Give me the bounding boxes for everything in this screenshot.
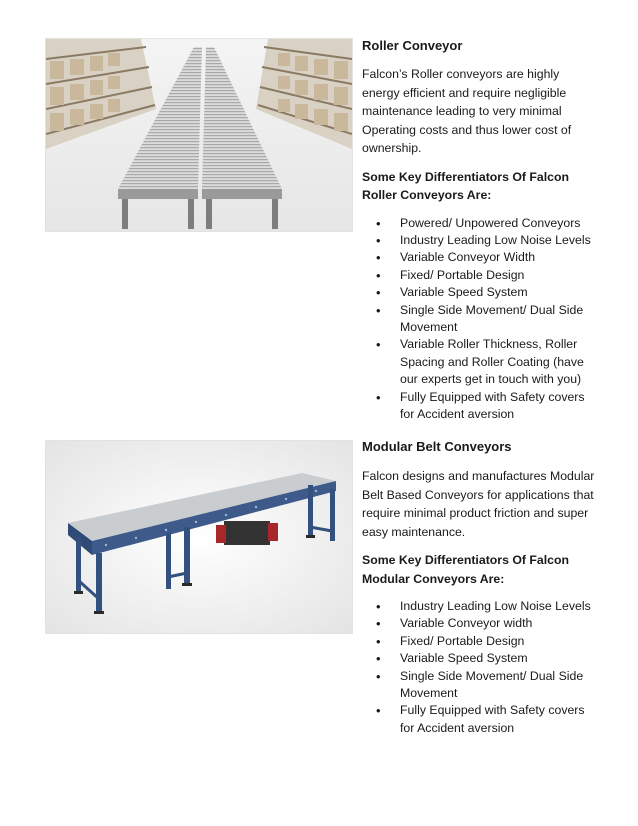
list-item: • Fixed/ Portable Design: [362, 633, 600, 650]
roller-conveyor-section: [362, 38, 600, 423]
differentiators-list: [362, 215, 600, 424]
list-item: • Powered/ Unpowered Conveyors: [362, 215, 600, 232]
roller-conveyor-image: [45, 38, 353, 232]
list-item: • Variable Speed System: [362, 650, 600, 667]
list-item: • Single Side Movement/ Dual Side Movement: [362, 302, 600, 337]
list-item: • Variable Speed System: [362, 284, 600, 301]
list-item: • Variable Roller Thickness, Roller Spacing and Roller Coating (have our experts get in touch with you): [362, 336, 600, 388]
section-description: Falcon’s Roller conveyors are highly energy efficient and require negligible maintenance leading to very minimal Operating costs and thus lower cost of ownership.: [362, 67, 572, 155]
section-description: Falcon designs and manufactures Modular Belt Based Conveyors for applications that require minimal product friction and super easy maintenance.: [362, 469, 595, 539]
list-item: • Variable Conveyor Width: [362, 249, 600, 266]
section-title: Roller Conveyor: [362, 38, 463, 53]
list-item: • Fixed/ Portable Design: [362, 267, 600, 284]
list-item: • Industry Leading Low Noise Levels: [362, 232, 600, 249]
list-item: • Single Side Movement/ Dual Side Movement: [362, 668, 600, 703]
list-item: • Variable Conveyor width: [362, 615, 600, 632]
differentiators-list: [362, 598, 600, 737]
section-title: Modular Belt Conveyors: [362, 439, 512, 454]
list-item: • Industry Leading Low Noise Levels: [362, 598, 600, 615]
list-item: • Fully Equipped with Safety covers for Accident aversion: [362, 389, 600, 424]
section-subheading: Some Key Differentiators Of Falcon Roller Conveyors Are:: [362, 169, 570, 202]
modular-belt-conveyor-section: [362, 439, 600, 737]
section-subheading: Some Key Differentiators Of Falcon Modular Conveyors Are:: [362, 553, 570, 586]
modular-belt-conveyor-image: [45, 440, 353, 634]
list-item: • Fully Equipped with Safety covers for Accident aversion: [362, 702, 600, 737]
